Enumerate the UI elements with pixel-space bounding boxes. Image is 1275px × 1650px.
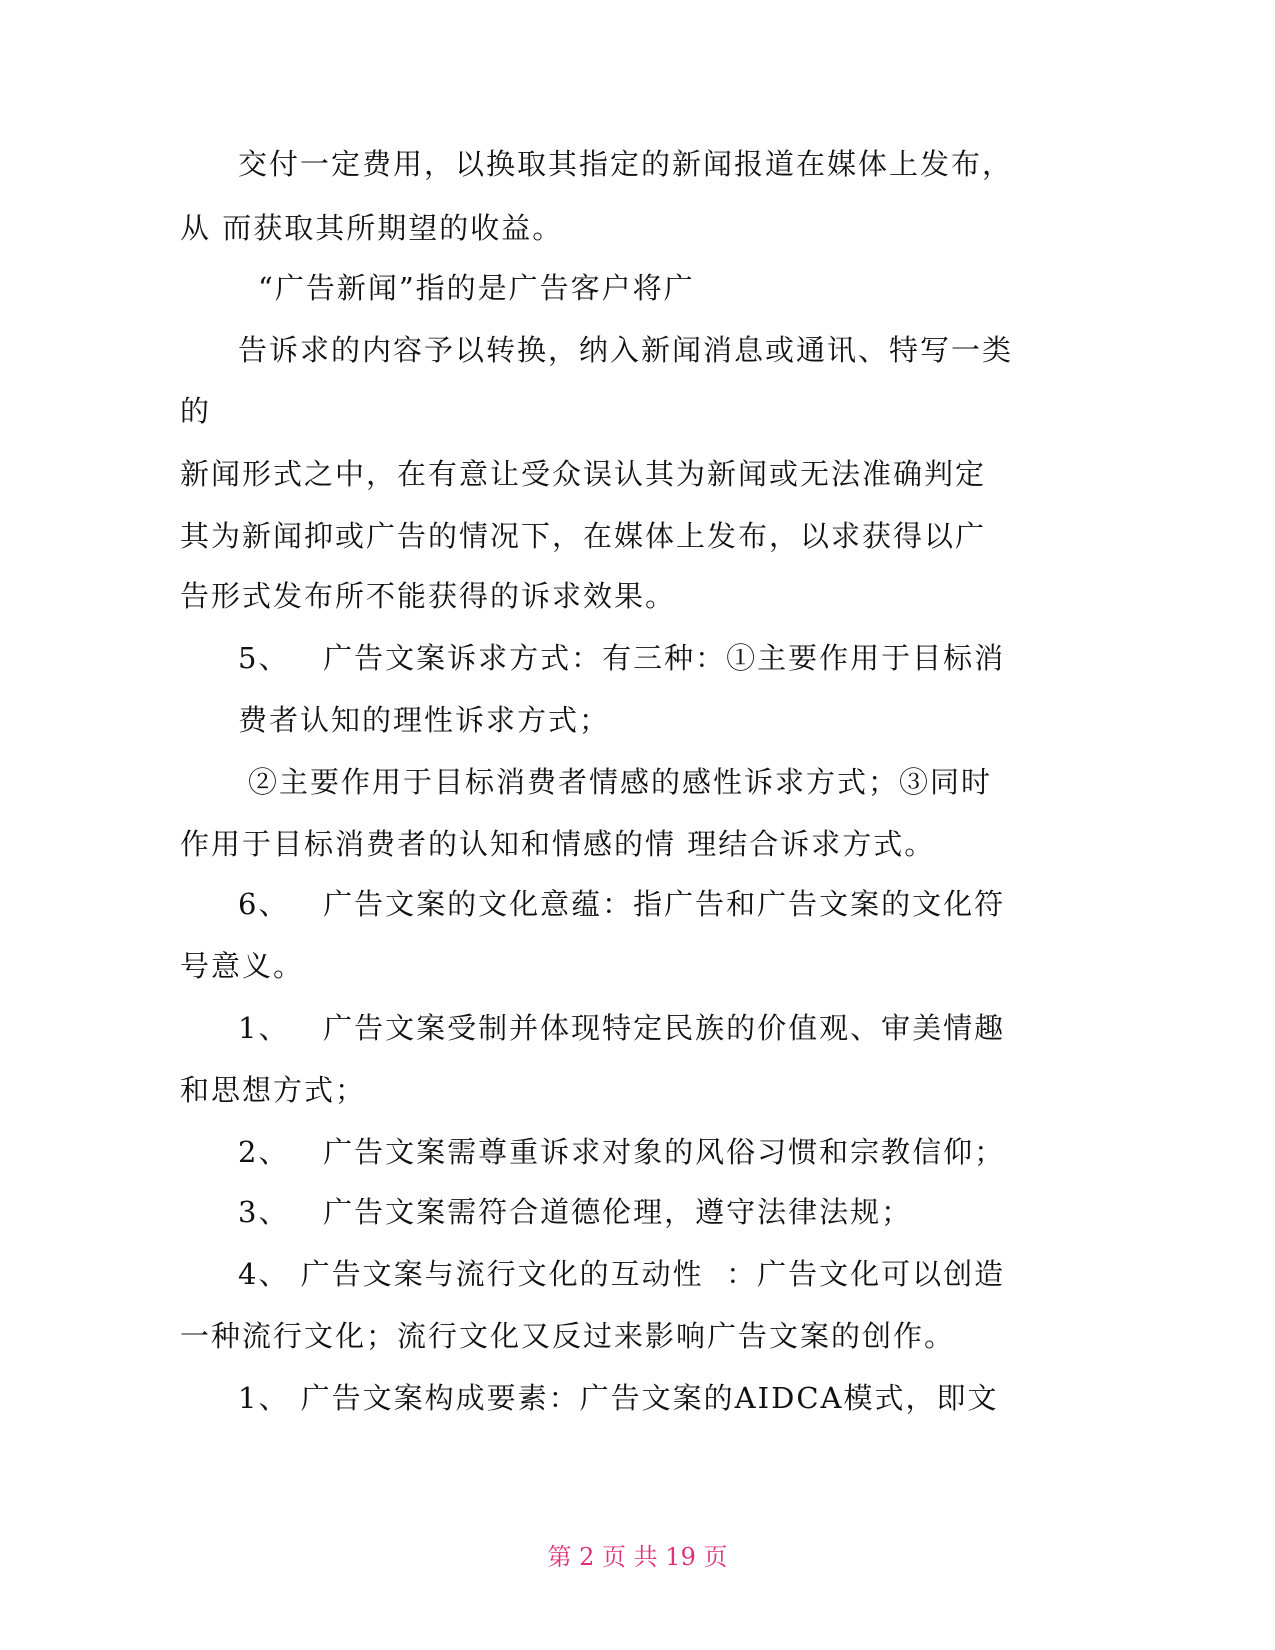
text-line: 交付一定费用，以换取其指定的新闻报道在媒体上发布， bbox=[238, 147, 1014, 181]
text-line: 的 bbox=[180, 394, 212, 428]
text-line: ②主要作用于目标消费者情感的感性诉求方式；③同时 bbox=[248, 765, 993, 799]
page-number-footer: 第 2 页 共 19 页 bbox=[547, 1543, 728, 1571]
text-line: 1、 广告文案构成要素：广告文案的AIDCA模式，即文 bbox=[238, 1381, 999, 1415]
text-line: 费者认知的理性诉求方式； bbox=[238, 703, 611, 737]
text-line: 6、 广告文案的文化意蕴：指广告和广告文案的文化符 bbox=[238, 887, 1006, 921]
text-line: 新闻形式之中，在有意让受众误认其为新闻或无法准确判定 bbox=[180, 457, 987, 491]
text-line: 和思想方式； bbox=[180, 1073, 367, 1107]
text-line: “广告新闻”指的是广告客户将广 bbox=[258, 271, 695, 305]
text-line: 3、 广告文案需符合道德伦理，遵守法律法规； bbox=[238, 1195, 913, 1229]
text-line: 从 而获取其所期望的收益。 bbox=[180, 211, 564, 245]
text-line: 2、 广告文案需尊重诉求对象的风俗习惯和宗教信仰； bbox=[238, 1135, 1006, 1169]
text-line: 4、 广告文案与流行文化的互动性 ：广告文化可以创造 bbox=[238, 1257, 1006, 1291]
text-line: 作用于目标消费者的认知和情感的情 理结合诉求方式。 bbox=[180, 827, 936, 861]
text-line: 1、 广告文案受制并体现特定民族的价值观、审美情趣 bbox=[238, 1011, 1006, 1045]
text-line: 告形式发布所不能获得的诉求效果。 bbox=[180, 579, 677, 613]
text-line: 一种流行文化；流行文化又反过来影响广告文案的创作。 bbox=[180, 1319, 956, 1353]
text-line: 5、 广告文案诉求方式：有三种：①主要作用于目标消 bbox=[238, 641, 1006, 675]
text-line: 其为新闻抑或广告的情况下，在媒体上发布，以求获得以广 bbox=[180, 519, 987, 553]
text-line: 告诉求的内容予以转换，纳入新闻消息或通讯、特写一类 bbox=[238, 333, 1014, 367]
text-line: 号意义。 bbox=[180, 949, 305, 983]
